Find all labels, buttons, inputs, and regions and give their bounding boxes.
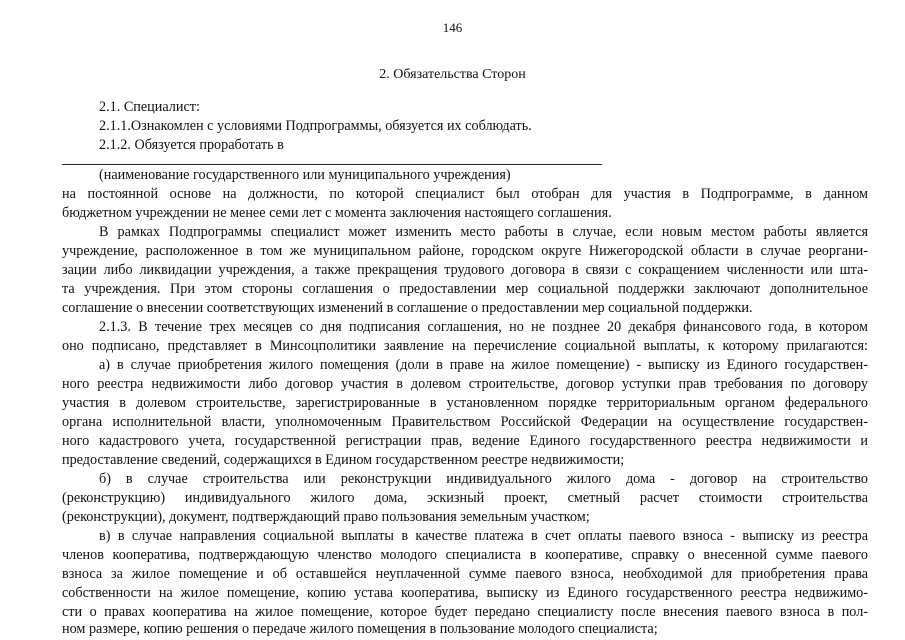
text-line: та учреждения. При этом стороны соглашения о предоставлении мер социальной поддержки заключают дополнительное — [62, 281, 868, 297]
text-line: участия в долевом строительстве, зарегистрированные в установленном порядке территориальным органом федерального — [62, 395, 868, 411]
text-line: органа исполнительной власти, уполномоченным Правительством Российской Федерации на осуществление государствен- — [62, 414, 868, 430]
text-line: бюджетном учреждении не менее семи лет с момента заключения настоящего соглашения. — [62, 205, 612, 221]
text-line: 2.1.3. В течение трех месяцев со дня подписания соглашения, но не позднее 20 декабря финансового года, в котором — [99, 319, 868, 335]
text-line: соглашение о внесении соответствующих изменений в соглашение о предоставлении мер социальной поддержки. — [62, 300, 753, 316]
text-line: ного кадастрового учета, государственной регистрации прав, ведение Единого государственного реестра недвижимости и — [62, 433, 868, 449]
section-title: 2. Обязательства Сторон — [379, 67, 526, 82]
text-line: сти о правах кооператива на жилое помещение, которое будет передано специалисту после внесения паевого взноса в пол- — [62, 604, 868, 620]
text-line: а) в случае приобретения жилого помещения (доли в праве на жилое помещение) - выписку из Единого государствен- — [99, 357, 868, 373]
text-line: взноса за жилое помещение и об оставшейся неуплаченной сумме паевого взноса, необходимой для приобретения права — [62, 566, 868, 582]
text-line: В рамках Подпрограммы специалист может изменить место работы в случае, если новым местом работы является — [99, 224, 868, 240]
text-line: зации либо ликвидации учреждения, а также прекращения трудового договора в связи с сокращением численности или шта- — [62, 262, 868, 278]
text-line: ного реестра недвижимости либо договор участия в долевом строительстве, договор уступки прав требования по договору — [62, 376, 868, 392]
fill-in-underline — [62, 164, 602, 165]
text-line: учреждение, расположенное в том же муниципальном районе, городском округе Нижегородской области в случае реоргани- — [62, 243, 868, 259]
text-line: предоставление сведений, содержащихся в Едином государственном реестре недвижимости; — [62, 452, 625, 468]
field-caption: (наименование государственного или муниципального учреждения) — [99, 167, 511, 183]
text-line: оно подписано, представляет в Минсоцполитики заявление на перечисление социальной выплаты, к которому прилагаются: — [62, 338, 868, 354]
text-line: б) в случае строительства или реконструкции индивидуального жилого дома - договор на строительство — [99, 471, 868, 487]
text-line: 2.1.1.Ознакомлен с условиями Подпрограммы, обязуется их соблюдать. — [99, 118, 532, 134]
text-line: на постоянной основе на должности, по которой специалист был отобран для участия в Подпрограмме, в данном — [62, 186, 868, 202]
text-line: в) в случае направления социальной выплаты в качестве платежа в счет оплаты паевого взноса - выписку из реестра — [99, 528, 868, 544]
text-line: 2.1. Специалист: — [99, 99, 200, 115]
page-number: 146 — [442, 20, 463, 35]
text-line: членов кооператива, подтверждающую членство молодого специалиста в кооперативе, справку о внесенной сумме паевого — [62, 547, 868, 563]
text-line: (реконструкцию) индивидуального жилого дома, эскизный проект, сметный расчет стоимости строительства — [62, 490, 868, 506]
text-line: ном размере, копию решения о передаче жилого помещения в пользование молодого специалиста; — [62, 621, 658, 637]
text-line: (реконструкции), документ, подтверждающий право пользования земельным участком; — [62, 509, 590, 525]
text-line: 2.1.2. Обязуется проработать в — [99, 137, 284, 153]
text-line: собственности на жилое помещение, копию устава кооператива, выписку из Единого государственного реестра недвижимо- — [62, 585, 868, 601]
